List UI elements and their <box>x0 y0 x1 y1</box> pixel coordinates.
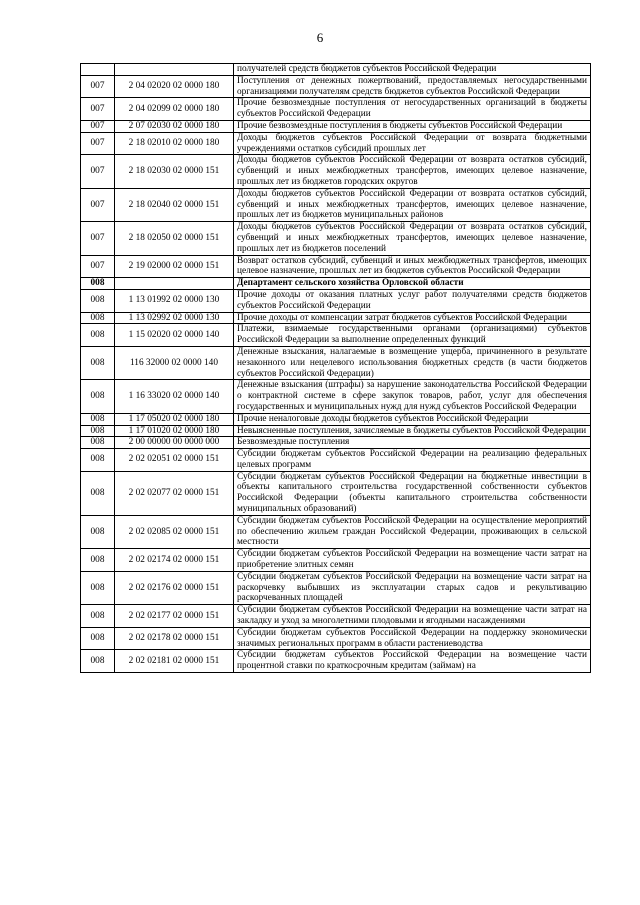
revenue-name-cell: Денежные взыскания, налагаемые в возмещение ущерба, причиненного в результате незаконного или нецелевого использования бюджетных средств (в части бюджетов субъектов Российской Федерации) <box>234 346 591 379</box>
revenue-code-cell: 2 07 02030 02 0000 180 <box>115 120 234 132</box>
revenue-code-cell <box>115 64 234 76</box>
revenue-code-cell: 116 32000 02 0000 140 <box>115 346 234 379</box>
table-row <box>81 64 591 76</box>
revenue-name-cell: Безвозмездные поступления <box>234 437 591 449</box>
table-row <box>81 650 591 673</box>
revenue-code-cell: 2 19 02000 02 0000 151 <box>115 255 234 278</box>
admin-code-cell <box>81 64 115 76</box>
revenue-name-cell: Субсидии бюджетам субъектов Российской Федерации на возмещение части затрат на приобретение элитных семян <box>234 549 591 572</box>
admin-code-cell: 007 <box>81 98 115 121</box>
admin-code-cell: 008 <box>81 380 115 413</box>
table-row <box>81 255 591 278</box>
revenue-name-cell: Субсидии бюджетам субъектов Российской Федерации на возмещение части затрат на раскорчевку выбывших из эксплуатации старых садов и рекультивацию раскорчеванных площадей <box>234 571 591 604</box>
revenue-name-cell: Субсидии бюджетам субъектов Российской Федерации на возмещение части затрат на закладку и уход за многолетними плодовыми и ягодными насаждениями <box>234 605 591 628</box>
table-row <box>81 449 591 472</box>
table-row <box>81 437 591 449</box>
admin-code-cell: 008 <box>81 549 115 572</box>
revenue-code-cell: 1 17 05020 02 0000 180 <box>115 413 234 425</box>
admin-code-cell: 008 <box>81 650 115 673</box>
table-row <box>81 413 591 425</box>
table-row <box>81 571 591 604</box>
revenue-code-cell: 2 02 02077 02 0000 151 <box>115 471 234 515</box>
revenue-code-cell: 2 02 02176 02 0000 151 <box>115 571 234 604</box>
revenue-name-cell: Субсидии бюджетам субъектов Российской Федерации на реализацию федеральных целевых программ <box>234 449 591 472</box>
revenue-name-cell: Прочие доходы от компенсации затрат бюджетов субъектов Российской Федерации <box>234 312 591 324</box>
revenue-code-cell <box>115 278 234 290</box>
revenue-name-cell: Доходы бюджетов субъектов Российской Федерации от возврата бюджетными учреждениями остатков субсидий прошлых лет <box>234 132 591 155</box>
revenue-name-cell: Прочие безвозмездные поступления от негосударственных организаций в бюджеты субъектов Российской Федерации <box>234 98 591 121</box>
revenue-code-cell: 1 13 01992 02 0000 130 <box>115 289 234 312</box>
revenue-code-cell: 1 16 33020 02 0000 140 <box>115 380 234 413</box>
admin-code-cell: 007 <box>81 255 115 278</box>
table-row <box>81 605 591 628</box>
admin-code-cell: 007 <box>81 188 115 221</box>
revenue-name-cell: Доходы бюджетов субъектов Российской Федерации от возврата остатков субсидий, субвенций и иных межбюджетных трансфертов, имеющих целевое назначение, прошлых лет из бюджетов поселений <box>234 222 591 255</box>
revenue-code-cell: 2 02 02051 02 0000 151 <box>115 449 234 472</box>
revenue-name-cell: Невыясненные поступления, зачисляемые в бюджеты субъектов Российской Федерации <box>234 425 591 437</box>
admin-code-cell: 007 <box>81 132 115 155</box>
revenue-code-cell: 2 02 02181 02 0000 151 <box>115 650 234 673</box>
admin-code-cell: 008 <box>81 289 115 312</box>
revenue-name-cell: Субсидии бюджетам субъектов Российской Федерации на осуществление мероприятий по обеспечению жильем граждан Российской Федерации, проживающих в сельской местности <box>234 515 591 548</box>
table-row <box>81 627 591 650</box>
table-row <box>81 278 591 290</box>
admin-code-cell: 008 <box>81 449 115 472</box>
admin-code-cell: 008 <box>81 437 115 449</box>
revenue-name-cell: Доходы бюджетов субъектов Российской Федерации от возврата остатков субсидий, субвенций и иных межбюджетных трансфертов, имеющих целевое назначение, прошлых лет из бюджетов городских округов <box>234 155 591 188</box>
admin-code-cell: 008 <box>81 571 115 604</box>
revenue-name-cell: получателей средств бюджетов субъектов Российской Федерации <box>234 64 591 76</box>
admin-code-cell: 007 <box>81 155 115 188</box>
table-row <box>81 549 591 572</box>
revenue-code-cell: 2 02 02174 02 0000 151 <box>115 549 234 572</box>
table-row <box>81 346 591 379</box>
table-row <box>81 222 591 255</box>
admin-code-cell: 008 <box>81 627 115 650</box>
revenue-name-cell: Прочие безвозмездные поступления в бюджеты субъектов Российской Федерации <box>234 120 591 132</box>
admin-code-cell: 008 <box>81 324 115 347</box>
table-row <box>81 188 591 221</box>
revenue-code-cell: 2 18 02050 02 0000 151 <box>115 222 234 255</box>
admin-code-cell: 008 <box>81 425 115 437</box>
table-row <box>81 515 591 548</box>
revenue-name-cell: Поступления от денежных пожертвований, предоставляемых негосударственными организациями получателям средств бюджетов субъектов Российской Федерации <box>234 75 591 98</box>
revenue-code-cell: 1 17 01020 02 0000 180 <box>115 425 234 437</box>
revenue-name-cell: Субсидии бюджетам субъектов Российской Федерации на бюджетные инвестиции в объекты капитального строительства государственной собственности субъектов Российской Федерации (объекты капитального строительства собственности муниципальных образований) <box>234 471 591 515</box>
admin-code-cell: 007 <box>81 120 115 132</box>
table-row <box>81 132 591 155</box>
admin-code-cell: 008 <box>81 346 115 379</box>
revenue-name-cell: Субсидии бюджетам субъектов Российской Федерации на поддержку экономически значимых региональных программ в области растениеводства <box>234 627 591 650</box>
revenue-name-cell: Субсидии бюджетам субъектов Российской Федерации на возмещение части процентной ставки по краткосрочным кредитам (займам) на <box>234 650 591 673</box>
revenue-name-cell: Прочие неналоговые доходы бюджетов субъектов Российской Федерации <box>234 413 591 425</box>
admin-code-cell: 007 <box>81 222 115 255</box>
revenue-code-cell: 2 18 02040 02 0000 151 <box>115 188 234 221</box>
table-row <box>81 155 591 188</box>
table-row <box>81 312 591 324</box>
revenue-code-cell: 2 04 02020 02 0000 180 <box>115 75 234 98</box>
revenue-name-cell: Платежи, взимаемые государственными органами (организациями) субъектов Российской Федерации за выполнение определенных функций <box>234 324 591 347</box>
revenue-code-cell: 2 18 02030 02 0000 151 <box>115 155 234 188</box>
page-number: 6 <box>316 30 324 45</box>
revenue-name-cell: Департамент сельского хозяйства Орловской области <box>234 278 591 290</box>
revenue-name-cell: Денежные взыскания (штрафы) за нарушение законодательства Российской Федерации о контрактной системе в сфере закупок товаров, работ, услуг для обеспечения государственных и муниципальных нужд для нужд субъектов Российской Федерации <box>234 380 591 413</box>
table-row <box>81 120 591 132</box>
admin-code-cell: 008 <box>81 605 115 628</box>
revenue-code-cell: 2 04 02099 02 0000 180 <box>115 98 234 121</box>
admin-code-cell: 008 <box>81 312 115 324</box>
revenue-code-cell: 1 15 02020 02 0000 140 <box>115 324 234 347</box>
revenue-code-cell: 2 02 02085 02 0000 151 <box>115 515 234 548</box>
revenue-name-cell: Доходы бюджетов субъектов Российской Федерации от возврата остатков субсидий, субвенций и иных межбюджетных трансфертов, имеющих целевое назначение, прошлых лет из бюджетов муниципальных районов <box>234 188 591 221</box>
budget-classification-table <box>80 63 591 673</box>
admin-code-cell: 007 <box>81 75 115 98</box>
revenue-code-cell: 2 00 00000 00 0000 000 <box>115 437 234 449</box>
revenue-code-cell: 2 18 02010 02 0000 180 <box>115 132 234 155</box>
admin-code-cell: 008 <box>81 471 115 515</box>
admin-code-cell: 008 <box>81 413 115 425</box>
table-row <box>81 380 591 413</box>
revenue-name-cell: Прочие доходы от оказания платных услуг работ получателями средств бюджетов субъектов Российской Федерации <box>234 289 591 312</box>
revenue-name-cell: Возврат остатков субсидий, субвенций и иных межбюджетных трансфертов, имеющих целевое назначение, прошлых лет из бюджетов субъектов Российской Федерации <box>234 255 591 278</box>
revenue-code-cell: 2 02 02177 02 0000 151 <box>115 605 234 628</box>
admin-code-cell: 008 <box>81 515 115 548</box>
table-row <box>81 75 591 98</box>
admin-code-cell: 008 <box>81 278 115 290</box>
revenue-code-cell: 1 13 02992 02 0000 130 <box>115 312 234 324</box>
table-row <box>81 289 591 312</box>
table-row <box>81 98 591 121</box>
table-row <box>81 324 591 347</box>
revenue-code-cell: 2 02 02178 02 0000 151 <box>115 627 234 650</box>
table-row <box>81 471 591 515</box>
table-row <box>81 425 591 437</box>
